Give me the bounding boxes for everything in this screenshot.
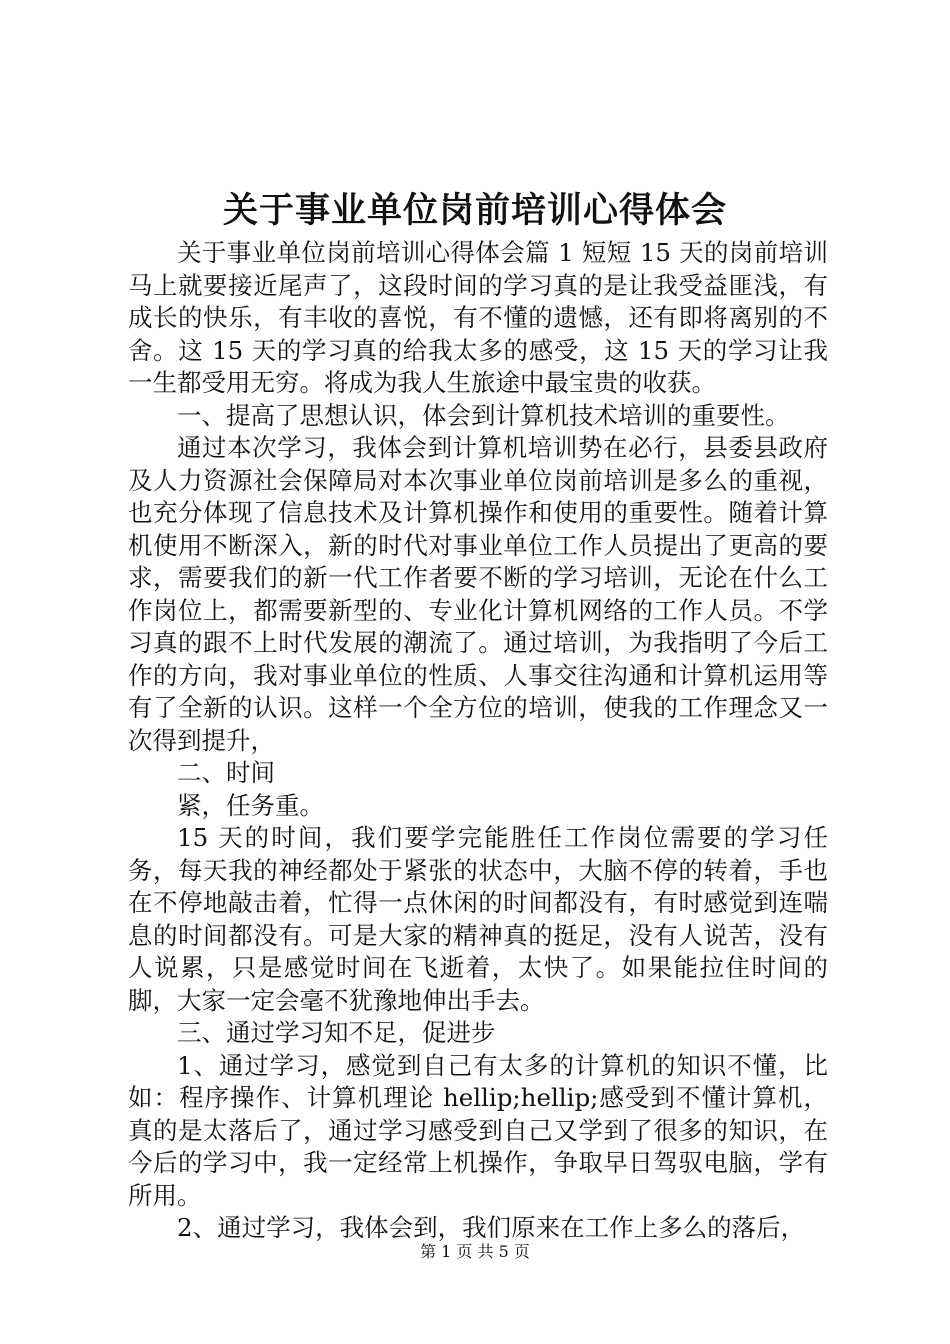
page-footer: 第 1 页 共 5 页 [420, 1242, 530, 1261]
paragraph-2: 一、提高了思想认识，体会到计算机技术培训的重要性。 [177, 400, 790, 430]
paragraph-5: 紧，任务重。 [177, 790, 324, 820]
paragraph-3: 通过本次学习，我体会到计算机培训势在必行，县委县政府及人力资源社会保障局对本次事业单位岗前培训是多么的重视，也充分体现了信息技术及计算机操作和使用的重要性。随着计算机使用不断深入，新的时代对事业单位工作人员提出了更高的要求，需要我们的新一代工作者要不断的学习培训，无论在什么工作岗位上，都需要新型的、专业化计算机网络的工作人员。不学习真的跟不上时代发展的潮流了。通过培训，为我指明了今后工作的方向，我对事业单位的性质、人事交往沟通和计算机运用等有了全新的认识。这样一个全方位的培训，使我的工作理念又一次得到提升， [128, 433, 828, 755]
paragraph-8: 1、通过学习，感觉到自己有太多的计算机的知识不懂，比如：程序操作、计算机理论 hellip;hellip;感受到不懂计算机，真的是太落后了，通过学习感受到自己又学到了很多的知识，在今后的学习中，我一定经常上机操作，争取早日驾驭电脑，学有所用。 [128, 1050, 828, 1210]
paragraph-4: 二、时间 [177, 758, 275, 787]
paragraph-6: 15 天的时间，我们要学完能胜任工作岗位需要的学习任务，每天我的神经都处于紧张的状态中，大脑不停的转着，手也在不停地敲击着，忙得一点休闲的时间都没有，有时感觉到连喘息的时间都没有。可是大家的精神真的挺足，没有人说苦，没有人说累，只是感觉时间在飞逝着，太快了。如果能拉住时间的脚，大家一定会毫不犹豫地伸出手去。 [128, 823, 828, 1015]
paragraph-7: 三、通过学习知不足，促进步 [177, 1018, 496, 1047]
document-body [128, 237, 828, 1245]
document-title: 关于事业单位岗前培训心得体会 [222, 190, 727, 231]
paragraph-1: 关于事业单位岗前培训心得体会篇 1 短短 15 天的岗前培训马上就要接近尾声了，这段时间的学习真的是让我受益匪浅，有成长的快乐，有丰收的喜悦，有不懂的遗憾，还有即将离别的不舍。这 15 天的学习真的给我太多的感受，这 15 天的学习让我一生都受用无穷。将成为我人生旅途中最宝贵的收获。 [128, 238, 828, 397]
paragraph-9: 2、通过学习，我体会到，我们原来在工作上多么的落后， [177, 1213, 806, 1242]
